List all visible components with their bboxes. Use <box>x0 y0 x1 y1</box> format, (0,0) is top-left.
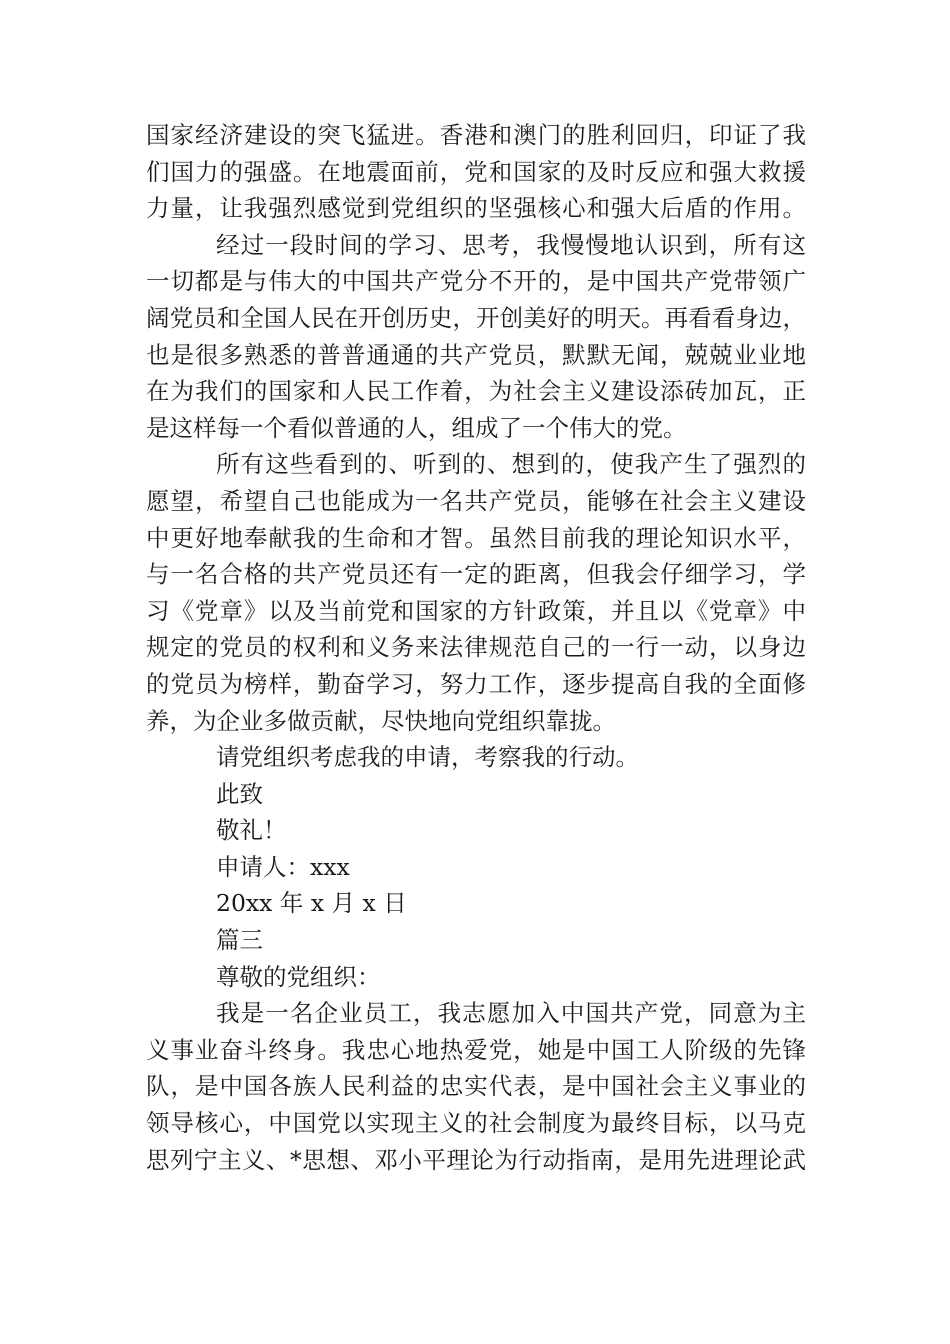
text-line-content: 我是一名企业员工，我志愿加入中国共产党，同意为主 <box>216 999 806 1028</box>
text-line-content: 此致 <box>216 779 263 808</box>
text-line <box>146 1142 806 1179</box>
text-line <box>146 520 806 557</box>
text-line <box>146 812 806 849</box>
text-line <box>146 483 806 520</box>
text-line <box>146 885 806 922</box>
text-line <box>146 1032 806 1069</box>
text-line-content: 义事业奋斗终身。我忠心地热爱党，她是中国工人阶级的先锋 <box>146 1035 806 1064</box>
text-line-content: 经过一段时间的学习、思考，我慢慢地认识到，所有这 <box>216 230 806 259</box>
text-line-content: 20xx 年 x 月 x 日 <box>216 889 407 918</box>
text-line-content: 领导核心，中国党以实现主义的社会制度为最终目标，以马克 <box>146 1109 806 1138</box>
text-line-content: 习《党章》以及当前党和国家的方针政策，并且以《党章》中 <box>146 596 806 625</box>
text-line <box>146 300 806 337</box>
text-line-content: 力量，让我强烈感觉到党组织的坚强核心和强大后盾的作用。 <box>146 194 806 223</box>
text-line-content: 是这样每一个看似普通的人，组成了一个伟大的党。 <box>146 413 687 442</box>
text-line-content: 规定的党员的权利和义务来法律规范自己的一行一动，以身边 <box>146 633 806 662</box>
text-line-content: 敬礼！ <box>216 816 287 845</box>
text-line <box>146 922 806 959</box>
text-line <box>146 227 806 264</box>
text-line <box>146 959 806 996</box>
text-line-content: 与一名合格的共产党员还有一定的距离，但我会仔细学习，学 <box>146 560 806 589</box>
text-line-content: 在为我们的国家和人民工作着，为社会主义建设添砖加瓦，正 <box>146 377 806 406</box>
text-line <box>146 154 806 191</box>
text-line <box>146 373 806 410</box>
text-line-content: 愿望，希望自己也能成为一名共产党员，能够在社会主义建设 <box>146 486 806 515</box>
text-line-content: 尊敬的党组织： <box>216 962 381 991</box>
text-line <box>146 739 806 776</box>
text-line-content: 阔党员和全国人民在开创历史，开创美好的明天。再看看身边， <box>146 303 806 332</box>
text-line <box>146 849 806 886</box>
text-line-content: 一切都是与伟大的中国共产党分不开的，是中国共产党带领广 <box>146 267 806 296</box>
text-line <box>146 117 806 154</box>
text-line <box>146 1068 806 1105</box>
text-line <box>146 666 806 703</box>
text-line-content: 申请人：xxx <box>216 852 350 881</box>
text-line <box>146 593 806 630</box>
text-line <box>146 263 806 300</box>
text-line <box>146 556 806 593</box>
text-line <box>146 629 806 666</box>
text-line-content: 们国力的强盛。在地震面前，党和国家的及时反应和强大救援 <box>146 157 806 186</box>
text-line <box>146 410 806 447</box>
text-line <box>146 1105 806 1142</box>
text-line-content: 思列宁主义、*思想、邓小平理论为行动指南，是用先进理论武 <box>146 1145 806 1174</box>
text-line-content: 篇三 <box>216 926 263 955</box>
text-line-content: 队，是中国各族人民利益的忠实代表，是中国社会主义事业的 <box>146 1072 806 1101</box>
text-line-content: 养，为企业多做贡献，尽快地向党组织靠拢。 <box>146 706 616 735</box>
text-line <box>146 446 806 483</box>
text-line <box>146 776 806 813</box>
text-line-content: 国家经济建设的突飞猛进。香港和澳门的胜利回归，印证了我 <box>146 121 806 149</box>
text-line <box>146 337 806 374</box>
text-line <box>146 190 806 227</box>
document-body <box>146 117 806 1178</box>
text-line-content: 请党组织考虑我的申请，考察我的行动。 <box>216 743 639 772</box>
text-line <box>146 703 806 740</box>
text-line-content: 所有这些看到的、听到的、想到的，使我产生了强烈的 <box>216 450 806 479</box>
text-line-content: 中更好地奉献我的生命和才智。虽然目前我的理论知识水平， <box>146 523 806 552</box>
text-line-content: 也是很多熟悉的普普通通的共产党员，默默无闻，兢兢业业地 <box>146 340 806 369</box>
text-line-content: 的党员为榜样，勤奋学习，努力工作，逐步提高自我的全面修 <box>146 669 806 698</box>
text-line <box>146 995 806 1032</box>
